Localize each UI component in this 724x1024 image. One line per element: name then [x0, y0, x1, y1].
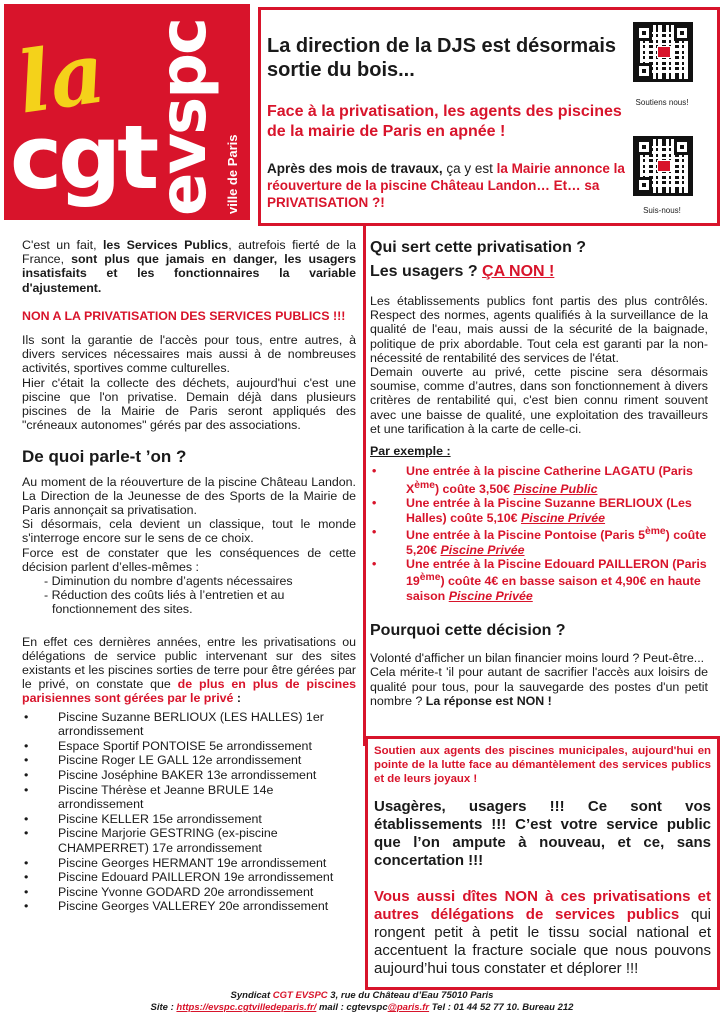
question-users: Les usagers ? ÇA NON ! — [370, 263, 555, 280]
price-examples-list — [370, 464, 708, 603]
cgt-evspc-logo — [4, 4, 250, 220]
right-column — [370, 238, 708, 708]
logo-ville-text: ville de Paris — [225, 134, 240, 214]
list-item: • Piscine KELLER 15e arrondissement — [22, 812, 356, 827]
left-column — [22, 238, 356, 914]
no-privatisation-heading: NON A LA PRIVATISATION DES SERVICES PUBLICS !!! — [22, 308, 346, 323]
paragraph-private-future: Demain ouverte au privé, cette piscine sera désormais soumise, comme d’autres, dans son fonctionnement à divers critères de rentabilité qui, c'est bien connu riment souvent avec une baisse de qualité, une exploitation des travailleurs et une tarification à la carte de celle-ci. — [370, 365, 708, 436]
page-title: La direction de la DJS est désormais sortie du bois... — [267, 35, 617, 81]
paragraph-sacrifice: Cela mérite-t 'il pour autant de sacrifier l'accès aux loisirs de qualité pour tous, pour la sauvegarde des postes d'un petit nombre ? La réponse est NON ! — [370, 665, 708, 708]
question-who-benefits: Qui sert cette privatisation ? — [370, 239, 587, 256]
qr-follow-label: Suis-nous! — [643, 206, 681, 215]
price-example-item: • Une entrée à la piscine Catherine LAGATU (Paris Xème) coûte 3,50€ Piscine Public — [370, 464, 708, 496]
list-item: • Piscine Roger LE GALL 12e arrondissement — [22, 753, 356, 768]
list-item: • Piscine Thérèse et Jeanne BRULE 14e arrondissement — [22, 783, 356, 812]
list-item: • Piscine Edouard PAILLERON 19e arrondissement — [22, 870, 356, 885]
paragraph-trend: En effet ces dernières années, entre les privatisations ou délégations de service public intervenant sur des sites existants et les piscines sorties de terre pour être gérées par le privé, on constate que de plus en plus de piscines parisiennes sont gérées par le privé : — [22, 634, 357, 706]
paragraph-consequences: Force est de constater que les conséquences de cette décision parlent d’elles-mêmes : — [22, 545, 356, 574]
paragraph-guarantee: Ils sont la garantie de l'accès pour tous, entre autres, à divers services nécessaires mais aussi à de nombreuses activités, sportives comme culturelles. — [22, 333, 356, 376]
paragraph-classic: Si désormais, cela devient un classique, tout le monde s'interroge encore sur le sens de ce choix. — [22, 517, 356, 546]
qr-code-follow-icon[interactable] — [633, 136, 693, 196]
lead-part-2: ça y est — [446, 161, 497, 176]
page-subtitle: Face à la privatisation, les agents des piscines de la mairie de Paris en apnée ! — [267, 103, 622, 140]
footer — [0, 990, 724, 1014]
footer-contact: Site : https://evspc.cgtvilledeparis.fr/ mail : cgtevspc@paris.fr Tel : 01 44 52 77 10. Bureau 212 — [150, 1002, 574, 1013]
header-box — [258, 7, 720, 226]
lead-part-3: la Mairie annonce la réouverture de la piscine Château Landon… Et… sa PRIVATISATION ?! — [267, 161, 625, 210]
header-lead — [267, 160, 637, 211]
paragraph-public-control: Les établissements publics font partis des plus contrôlés. Respect des normes, agents qualifiés à la surveillance de la qualité de l'eau, mais aussi de la sécurité de la baignade, politique de prix abordable. Tout cela est garanti par la non-nécessité de rentabilité des services de l'état. — [370, 294, 708, 365]
list-item: • Piscine Joséphine BAKER 13e arrondissement — [22, 768, 356, 783]
paragraph-reopening: Au moment de la réouverture de la piscine Château Landon. La Direction de la Jeunesse de des Sports de la Mairie de Paris annonçait sa privatisation. — [22, 474, 356, 518]
list-item: • Piscine Marjorie GESTRING (ex-piscine CHAMPERRET) 17e arrondissement — [22, 826, 356, 855]
users-statement: Usagères, usagers !!! Ce sont vos établissements !!! C’est votre service public que l’on ampute à nouveau, et ce, sans concertation !!! — [374, 798, 711, 870]
qr-code-support-icon[interactable] — [633, 22, 693, 82]
price-example-item: • Une entrée à la Piscine Edouard PAILLERON (Paris 19ème) coûte 4€ en basse saison et 4,90€ en haute saison Piscine Privée — [370, 557, 708, 603]
question-why: Pourquoi cette décision ? — [370, 622, 566, 640]
price-example-item: • Une entrée à la Piscine Suzanne BERLIOUX (Les Halles) coûte 5,10€ Piscine Privée — [370, 496, 708, 525]
site-link[interactable]: https://evspc.cgtvilledeparis.fr/ — [176, 1002, 317, 1013]
intro-paragraph: C'est un fait, les Services Publics, autrefois fierté de la France, sont plus que jamais en danger, les usagers insatisfaits et les fonctionnaires la variable d'ajustement. — [22, 238, 357, 295]
lead-part-1: Après des mois de travaux, — [267, 161, 447, 176]
logo-cgt-text: cgt — [10, 106, 156, 209]
paragraph-financial: Volonté d'afficher un bilan financier moins lourd ? Peut-être... — [370, 651, 705, 666]
list-item: • Espace Sportif PONTOISE 5e arrondissement — [22, 739, 356, 754]
consequence-list — [22, 574, 356, 617]
price-example-item: • Une entrée à la Piscine Pontoise (Paris 5ème) coûte 5,20€ Piscine Privée — [370, 525, 708, 557]
list-item: • Piscine Suzanne BERLIOUX (LES HALLES) 1er arrondissement — [22, 710, 356, 739]
footer-address: Syndicat CGT EVSPC 3, rue du Château d’Eau 75010 Paris — [230, 990, 494, 1001]
consequence-item: - Diminution du nombre d’agents nécessaires — [44, 574, 293, 589]
support-statement: Soutien aux agents des piscines municipales, aujourd'hui en pointe de la lutte face au démantèlement des services publics et de leurs joyaux ! — [374, 745, 711, 785]
list-item: • Piscine Yvonne GODARD 20e arrondissement — [22, 885, 356, 900]
private-pools-list — [22, 710, 356, 914]
list-item: • Piscine Georges VALLEREY 20e arrondissement — [22, 899, 356, 914]
section-heading-de-quoi: De quoi parle-t ’on ? — [22, 447, 187, 467]
list-item: • Piscine Georges HERMANT 19e arrondissement — [22, 856, 356, 871]
example-label: Par exemple : — [370, 444, 451, 459]
logo-la-text: la — [11, 22, 111, 133]
say-no-statement: Vous aussi dîtes NON à ces privatisations et autres délégations de services publics qui rongent petit à petit le tissu social national et accentuent la fracture sociale que nous pouvons aujourd’hui tous constater et déplorer !!! — [374, 888, 711, 978]
qr-support-label: Soutiens nous! — [635, 98, 689, 107]
mail-link[interactable]: @paris.fr — [387, 1002, 430, 1013]
logo-evspc-text: evspc — [147, 19, 221, 216]
consequence-item: - Réduction des coûts liés à l’entretien et au fonctionnement des sites. — [44, 588, 285, 617]
paragraph-yesterday: Hier c'était la collecte des déchets, aujourd'hui c'est une piscine que l'on privatise. Demain déjà dans plusieurs piscines de la Mairie de Paris seront appliqués des "créneaux autonomes" gérés par des associations. — [22, 375, 356, 433]
call-to-action-box — [365, 736, 720, 990]
